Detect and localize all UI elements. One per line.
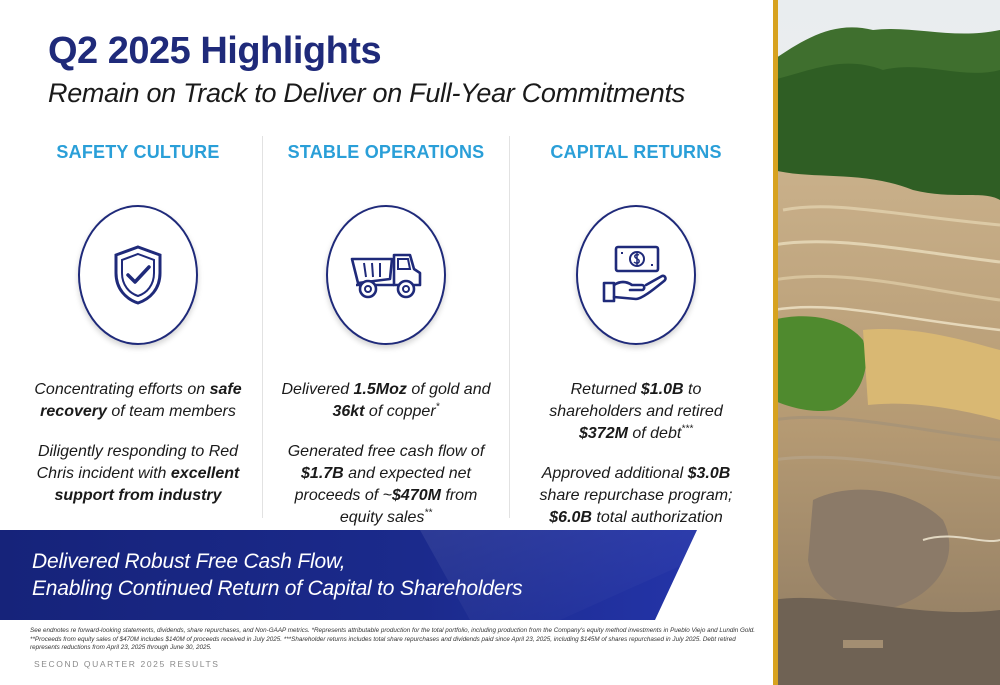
paragraph-text: to shareholders and retired <box>549 381 723 420</box>
column-paragraph <box>31 379 246 423</box>
emphasis-text: $372M <box>579 425 628 442</box>
paragraph-text: Approved additional <box>541 465 688 482</box>
footnote-marker: *** <box>681 423 693 435</box>
paragraph-text: Concentrating efforts on <box>34 381 210 398</box>
emphasis-text: $3.0B <box>687 465 731 482</box>
open-pit-mine-photo <box>773 0 1000 685</box>
emphasis-text: $470M <box>392 487 441 504</box>
column-paragraph <box>279 379 494 423</box>
emphasis-text: 1.5Moz <box>353 381 407 398</box>
column-paragraph <box>529 463 744 529</box>
paragraph-text: of debt <box>627 425 682 442</box>
paragraph-text: of gold and <box>406 381 491 398</box>
emphasis-text: $1.7B <box>301 465 344 482</box>
column-capital-returns <box>511 136 761 526</box>
banner-line-2: Enabling Continued Return of Capital to Shareholders <box>32 577 523 600</box>
banner-background <box>0 530 700 620</box>
emphasis-text: $1.0B <box>640 381 684 398</box>
paragraph-text: of team members <box>106 403 236 420</box>
conclusion-banner <box>0 530 700 620</box>
footnote-marker: * <box>435 401 440 413</box>
paragraph-text: Generated free cash flow of <box>287 443 485 460</box>
footer-label: SECOND QUARTER 2025 RESULTS <box>34 659 220 669</box>
column-paragraph <box>31 441 246 507</box>
column-paragraph <box>529 379 744 445</box>
paragraph-text: of copper <box>364 403 436 420</box>
paragraph-text: and expected net proceeds of ~ <box>294 465 471 504</box>
accent-rule <box>773 0 778 685</box>
emphasis-text: safe recovery <box>40 381 242 420</box>
paragraph-text: Returned <box>570 381 641 398</box>
paragraph-text: total authorization <box>591 509 723 526</box>
column-stable-operations <box>262 136 510 526</box>
footnote: See endnotes re forward-looking statements, dividends, share repurchases, and Non-GAAP metrics. *Represents attributable production for the total portfolio, including production from the Company's equity method investments in Pueblo Viejo and Lundin Gold. **Proceeds from equity sales of $470M includes $140M of proceeds received in July 2025. ***Shareholder returns includes total share repurchases and dividends paid since April 23, 2025, including $145M of shares repurchased in July 2025. Debt retired represents reductions from April 23, 2025 through June 30, 2025. <box>30 627 756 651</box>
emphasis-text: 36kt <box>332 403 365 420</box>
paragraph-text: Delivered <box>281 381 354 398</box>
banner-line-1: Delivered Robust Free Cash Flow, <box>32 550 346 573</box>
dump-truck-icon <box>326 205 446 345</box>
footnote-marker: ** <box>424 507 433 519</box>
emphasis-text: $6.0B <box>549 509 592 526</box>
column-heading: CAPITAL RETURNS <box>550 142 722 162</box>
column-paragraph <box>279 441 494 529</box>
hand-money-icon <box>576 205 696 345</box>
page-title: Q2 2025 Highlights <box>48 30 382 72</box>
paragraph-text: share repurchase program; <box>539 487 733 504</box>
emphasis-text: excellent support from industry <box>54 465 240 504</box>
column-safety-culture <box>14 136 262 518</box>
shield-check-icon <box>78 205 198 345</box>
paragraph-text: from equity sales <box>339 487 478 526</box>
column-heading: SAFETY CULTURE <box>56 142 220 162</box>
page-subtitle: Remain on Track to Deliver on Full-Year Commitments <box>48 78 685 108</box>
column-heading: STABLE OPERATIONS <box>287 142 485 162</box>
paragraph-text: Diligently responding to Red Chris incident with <box>36 443 239 482</box>
